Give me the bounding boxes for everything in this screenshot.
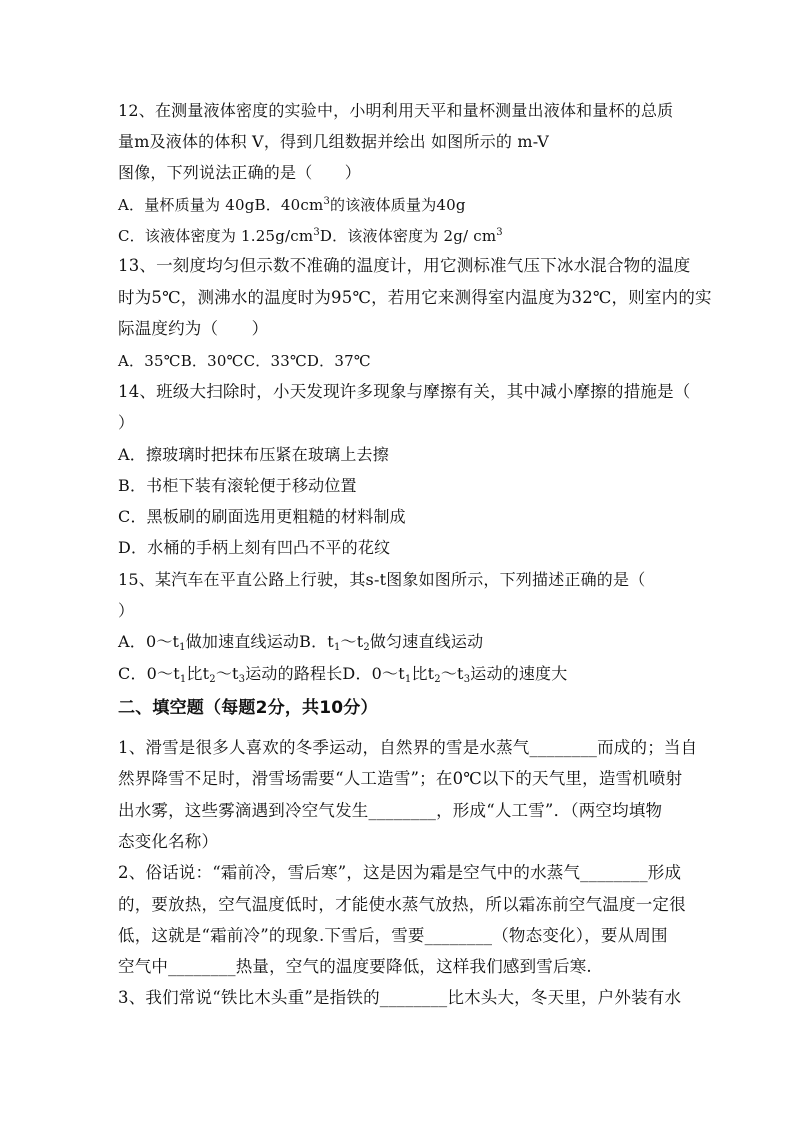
subscript: 2: [434, 674, 441, 685]
q15-options-ab: [118, 632, 483, 652]
q12-options-cd: [118, 226, 503, 246]
q13-line2: 时为5℃，测沸水的温度时为95℃，若用它来测得室内温度为32℃，则室内的实: [118, 288, 712, 307]
q15-option-text: ～t: [215, 664, 239, 683]
subscript: 1: [404, 674, 412, 685]
section-heading: 二、填空题（每题2分，共10分）: [118, 698, 378, 718]
q12-options-ab: [118, 195, 466, 215]
q14-option-b: B．书柜下装有滚轮便于移动位置: [118, 476, 357, 495]
subscript: 1: [179, 674, 187, 685]
q15-option-text: ～t: [440, 664, 464, 683]
fill1-line1: 1、滑雪是很多人喜欢的冬季运动，自然界的雪是水蒸气________而成的；当自: [118, 738, 698, 757]
q12-option-a-text: A．量杯质量为 40gB．40cm: [118, 196, 324, 214]
fill1-line3: 出水雾，这些雾滴遇到冷空气发生________，形成“人工雪”．（两空均填物: [118, 801, 663, 820]
q15-option-text: 做匀速直线运动: [369, 632, 484, 651]
q15-option-text: ～t: [340, 632, 364, 651]
q12-line3: 图像，下列说法正确的是（ ）: [118, 163, 362, 182]
q12-option-d-text: D．该液体密度为 2g/ cm: [319, 227, 497, 245]
subscript: 3: [238, 674, 246, 685]
fill2-line2: 的，要放热，空气温度低时，才能使水蒸气放热，所以霜冻前空气温度一定很: [118, 895, 686, 914]
q13-line1: 13、一刻度均匀但示数不准确的温度计，用它测标准气压下冰水混合物的温度: [118, 256, 691, 275]
subscript: 2: [363, 642, 370, 653]
q12-option-c-text: C．该液体密度为 1.25g/cm: [118, 227, 314, 245]
subscript: 2: [209, 674, 216, 685]
q14-option-d: D．水桶的手柄上刻有凹凸不平的花纹: [118, 538, 391, 557]
fill2-line1: 2、俗话说：“霜前冷，雪后寒”，这是因为霜是空气中的水蒸气________形成: [118, 863, 682, 882]
subscript: 1: [333, 642, 341, 653]
superscript: 3: [323, 196, 330, 207]
q15-option-text: 比t: [186, 664, 210, 683]
q15-line1: 15、某汽车在平直公路上行驶，其s-t图象如图所示，下列描述正确的是（: [118, 570, 646, 589]
q14-option-c: C．黑板刷的刷面选用更粗糙的材料制成: [118, 507, 406, 526]
q14-line1: 14、班级大扫除时，小天发现许多现象与摩擦有关，其中减小摩擦的措施是（: [118, 382, 691, 401]
q13-options: A．35℃B．30℃C．33℃D．37℃: [118, 352, 371, 370]
subscript: 3: [463, 674, 471, 685]
q15-line2: ）: [118, 601, 135, 620]
q15-option-a-text: A．0～t: [118, 632, 180, 651]
q14-line2: ）: [118, 413, 135, 432]
fill2-line3: 低，这就是“霜前冷”的现象.下雪后，雪要________（物态变化），要从周围: [118, 926, 668, 945]
q13-line3: 际温度约为（ ）: [118, 319, 269, 338]
q14-option-a: A．擦玻璃时把抹布压紧在玻璃上去擦: [118, 445, 389, 464]
q15-option-text: 比t: [411, 664, 435, 683]
fill3-line1: 3、我们常说“铁比木头重”是指铁的________比木头大，冬天里，户外装有水: [118, 988, 682, 1007]
q15-option-b-text: 做加速直线运动B．t: [185, 632, 334, 651]
q15-option-d-text: 运动的路程长D．0～t: [245, 664, 405, 683]
superscript: 3: [313, 227, 320, 238]
q12-option-b-text: 的该液体质量为40g: [330, 196, 466, 214]
q12-line1: 12、在测量液体密度的实验中，小明利用天平和量杯测量出液体和量杯的总质: [118, 101, 674, 120]
q15-option-text: 运动的速度大: [470, 664, 568, 683]
superscript: 3: [496, 227, 503, 238]
q15-option-c-text: C．0～t: [118, 664, 180, 683]
q15-options-cd: [118, 664, 567, 684]
fill2-line4: 空气中________热量，空气的温度要降低，这样我们感到雪后寒.: [118, 957, 592, 976]
fill1-line4: 态变化名称）: [118, 832, 219, 851]
q12-line2: 量m及液体的体积 V，得到几组数据并绘出 如图所示的 m-V: [118, 132, 549, 151]
fill1-line2: 然界降雪不足时，滑雪场需要“人工造雪”；在0℃以下的天气里，造雪机喷射: [118, 769, 683, 788]
subscript: 1: [179, 642, 186, 653]
